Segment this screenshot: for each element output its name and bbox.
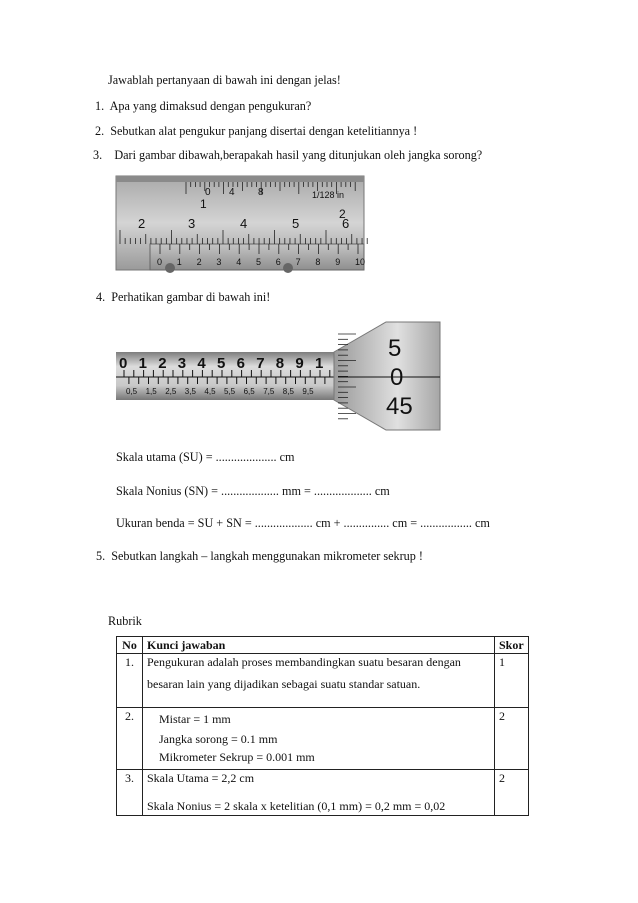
sleeve-half-number: 3,5 — [184, 387, 196, 396]
vernier-label: 2 — [196, 257, 202, 267]
answer-line: Mistar = 1 mm — [159, 712, 231, 726]
thimble-label-45: 45 — [386, 393, 413, 420]
row-no: 1. — [117, 654, 143, 708]
sleeve-half-number: 2,5 — [165, 387, 177, 396]
answer-su: Skala utama (SU) = .................... cm — [116, 450, 295, 464]
sleeve-number: 1 — [315, 355, 324, 372]
intro-text: Jawablah pertanyaan di bawah ini dengan jelas! — [108, 73, 341, 87]
vernier-label: 3 — [216, 257, 222, 267]
header-skor: Skor — [495, 637, 529, 654]
thimble-label-5: 5 — [388, 335, 402, 362]
question-text: Apa yang dimaksud dengan pengukuran? — [109, 99, 312, 113]
sleeve-half-number: 7,5 — [263, 387, 275, 396]
question-2 — [95, 124, 417, 139]
answer-ukuran: Ukuran benda = SU + SN = ................... cm + ............... cm = ................. cm — [116, 516, 490, 530]
vernier-label: 4 — [236, 257, 242, 267]
row-answer — [143, 708, 495, 770]
sleeve-number: 0 — [119, 355, 128, 372]
sleeve-number: 8 — [275, 355, 285, 372]
vernier-label: 9 — [335, 257, 341, 267]
question-number: 5. — [96, 549, 106, 563]
thimble-label-0: 0 — [390, 364, 404, 391]
sleeve-number: 9 — [295, 355, 304, 372]
question-text: Perhatikan gambar di bawah ini! — [111, 290, 271, 304]
micrometer-image — [116, 322, 440, 430]
row-skor: 2 — [495, 770, 529, 816]
table-row — [117, 654, 529, 708]
sleeve-number: 3 — [177, 355, 187, 372]
sleeve-half-number: 1,5 — [145, 387, 157, 396]
question-number: 2. — [95, 124, 105, 138]
top-label-unit: 1/128 in — [312, 190, 345, 200]
sleeve-half-number: 4,5 — [204, 387, 216, 396]
question-3 — [93, 148, 482, 163]
row-skor: 1 — [495, 654, 529, 708]
row-no: 3. — [117, 770, 143, 816]
row-answer — [143, 654, 495, 708]
top-label-0: 0 — [205, 187, 211, 198]
vernier-label: 8 — [315, 257, 321, 267]
cm-label-6: 6 — [342, 216, 350, 231]
header-kunci: Kunci jawaban — [143, 637, 495, 654]
sleeve-number: 7 — [256, 355, 265, 372]
rubric-title: Rubrik — [108, 614, 142, 628]
table-row — [117, 770, 529, 816]
inch-label-2: 2 — [339, 207, 346, 221]
sleeve-number: 1 — [138, 355, 147, 372]
sleeve-half-number: 6,5 — [243, 387, 255, 396]
rubric-table — [116, 636, 529, 816]
answer-line: besaran lain yang dijadikan sebagai suatu standar satuan. — [147, 677, 421, 691]
question-number: 3. — [93, 148, 103, 162]
question-text: Sebutkan alat pengukur panjang disertai dengan ketelitiannya ! — [110, 124, 418, 138]
sleeve-half-number: 0,5 — [126, 387, 138, 396]
answer-line: Skala Nonius = 2 skala x ketelitian (0,1 mm) = 0,2 mm = 0,02 — [147, 799, 446, 813]
inch-label-1: 1 — [200, 197, 207, 211]
vernier-caliper-image — [116, 176, 364, 270]
question-number: 4. — [96, 290, 106, 304]
sleeve-number: 2 — [158, 355, 167, 372]
header-no: No — [117, 637, 143, 654]
question-5 — [96, 549, 423, 564]
sleeve-number: 4 — [197, 355, 206, 372]
cm-label-4: 4 — [240, 216, 248, 231]
question-text: Sebutkan langkah – langkah menggunakan mikrometer sekrup ! — [111, 549, 423, 563]
row-no: 2. — [117, 708, 143, 770]
question-1 — [95, 99, 311, 114]
question-4 — [96, 290, 270, 305]
table-row — [117, 708, 529, 770]
vernier-label: 0 — [157, 257, 163, 267]
vernier-label: 5 — [256, 257, 262, 267]
vernier-label: 7 — [295, 257, 301, 267]
row-skor: 2 — [495, 708, 529, 770]
answer-sn: Skala Nonius (SN) = ................... mm = ................... cm — [116, 484, 390, 498]
sleeve-number: 6 — [236, 355, 245, 372]
cm-label-5: 5 — [292, 216, 300, 231]
sleeve-half-number: 9,5 — [302, 387, 314, 396]
cm-label-3: 3 — [188, 216, 196, 231]
question-number: 1. — [95, 99, 105, 113]
row-answer — [143, 770, 495, 816]
cm-label-2: 2 — [138, 216, 146, 231]
sleeve-half-number: 5,5 — [224, 387, 236, 396]
rubric-header-row — [117, 637, 529, 654]
answer-line: Pengukuran adalah proses membandingkan suatu besaran dengan — [147, 655, 461, 669]
vernier-label: 6 — [275, 257, 281, 267]
sleeve-number: 5 — [217, 355, 226, 372]
sleeve-half-number: 8,5 — [282, 387, 294, 396]
vernier-label: 1 — [176, 257, 182, 267]
answer-line: Skala Utama = 2,2 cm — [147, 771, 255, 785]
answer-line: Mikrometer Sekrup = 0.001 mm — [159, 750, 315, 764]
answer-line: Jangka sorong = 0.1 mm — [159, 732, 278, 746]
vernier-label: 10 — [355, 257, 366, 267]
question-text: Dari gambar dibawah,berapakah hasil yang ditunjukan oleh jangka sorong? — [114, 148, 483, 162]
top-label-8: 8 — [258, 187, 264, 198]
top-label-4: 4 — [229, 187, 235, 198]
